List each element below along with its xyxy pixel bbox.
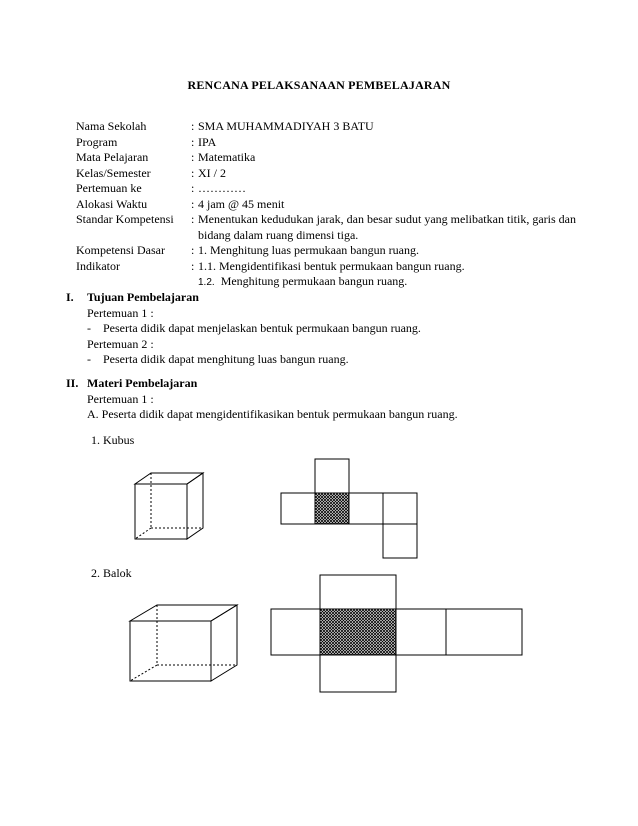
info-colon: : [191, 181, 195, 195]
pertemuan-label: Pertemuan 2 : [87, 336, 154, 351]
section-heading [66, 376, 586, 392]
info-value: Matematika [198, 150, 256, 164]
info-row-indikator [76, 259, 576, 275]
info-label: Mata Pelajaran [76, 150, 149, 164]
list-item-text: Peserta didik dapat menghitung luas bangun ruang. [103, 352, 349, 366]
list-item [87, 352, 586, 368]
section-number: II. [66, 376, 79, 390]
info-row-kompetensi-dasar [76, 243, 576, 259]
cuboid-figure [125, 604, 245, 686]
cube-net-figure [280, 458, 420, 560]
cuboid-net-figure [270, 574, 524, 694]
section-title: Materi Pembelajaran [87, 376, 198, 390]
section-title: Tujuan Pembelajaran [87, 290, 199, 304]
kubus-label: 1. Kubus [91, 433, 135, 447]
info-colon: : [191, 243, 195, 257]
info-value: Menentukan kedudukan jarak, dan besar sudut yang melibatkan titik, garis dan bidang dalam ruang dimensi tiga. [198, 212, 576, 242]
info-value: ………… [198, 181, 246, 195]
info-row-nama-sekolah [76, 119, 576, 135]
info-value: IPA [198, 134, 217, 149]
info-row-pertemuan [76, 181, 576, 197]
info-label: Indikator [76, 258, 120, 273]
info-row-kelas-semester [76, 166, 576, 182]
document-title: RENCANA PELAKSANAAN PEMBELAJARAN [187, 78, 451, 92]
section-number: I. [66, 290, 74, 304]
section-heading [66, 290, 586, 306]
info-value: 1.1. Mengidentifikasi bentuk permukaan bangun ruang. [198, 258, 465, 273]
info-value: 1. Menghitung luas permukaan bangun ruang. [198, 243, 419, 257]
info-colon: : [191, 258, 195, 273]
info-row-indikator-extra [76, 274, 576, 291]
dash-bullet: - [87, 321, 91, 335]
info-value: SMA MUHAMMADIYAH 3 BATU [198, 119, 374, 133]
info-label: Pertemuan ke [76, 181, 142, 195]
pertemuan-label: Pertemuan 1 : [87, 305, 154, 320]
info-label: Kelas/Semester [76, 165, 151, 180]
info-row-alokasi-waktu [76, 197, 576, 213]
info-label: Program [76, 134, 118, 149]
info-value [198, 274, 576, 291]
info-row-standar-kompetensi [76, 212, 576, 243]
section-materi [66, 376, 586, 423]
point-a: A. Peserta didik dapat mengidentifikasikan bentuk permukaan bangun ruang. [87, 407, 458, 421]
info-row-mata-pelajaran [76, 150, 576, 166]
list-item-text: Peserta didik dapat menjelaskan bentuk permukaan bangun ruang. [103, 321, 421, 335]
indicator-number: 1.2. [198, 277, 215, 288]
info-colon: : [191, 134, 195, 149]
info-colon: : [191, 150, 195, 164]
info-label: Nama Sekolah [76, 119, 147, 133]
info-label: Kompetensi Dasar [76, 243, 165, 257]
dash-bullet: - [87, 352, 91, 366]
indicator-text: Menghitung permukaan bangun ruang. [220, 274, 408, 288]
section-tujuan [66, 290, 586, 368]
list-item [87, 321, 586, 337]
info-row-program [76, 135, 576, 151]
info-colon: : [191, 119, 195, 133]
info-value: XI / 2 [198, 165, 226, 180]
balok-label: 2. Balok [91, 566, 132, 580]
info-colon: : [191, 165, 195, 180]
info-label: Standar Kompetensi [76, 212, 174, 226]
info-colon: : [191, 212, 195, 226]
info-table [76, 119, 576, 291]
info-label: Alokasi Waktu [76, 196, 148, 211]
pertemuan-label: Pertemuan 1 : [87, 391, 154, 406]
cube-figure [130, 470, 210, 545]
info-value: 4 jam @ 45 menit [198, 196, 285, 211]
info-colon: : [191, 196, 195, 211]
